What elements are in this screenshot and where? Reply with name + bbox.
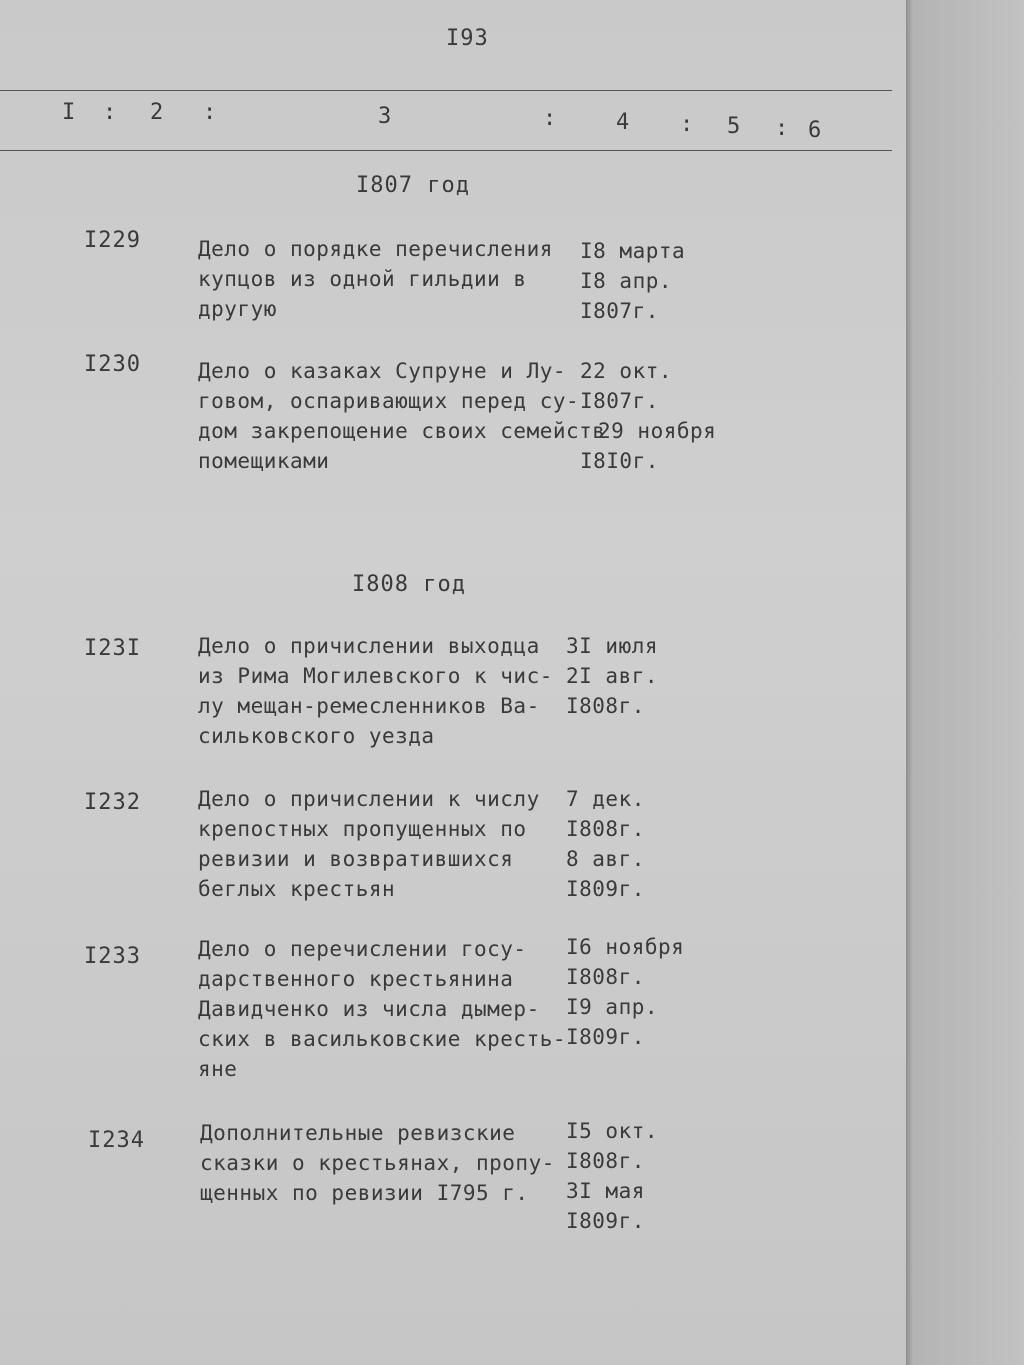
entry-dates [580,236,685,326]
column-header-5: 5 [727,114,741,139]
date-line: I8 апр. [580,269,673,293]
column-separator: : [543,106,557,131]
description-line: Дело о причислении к числу [198,787,540,811]
date-line: 22 окт. [580,359,673,383]
description-line: купцов из одной гильдии в [198,267,527,291]
column-header-6: 6 [808,118,822,143]
column-separator: : [775,116,789,141]
date-line: I809г. [566,877,645,901]
entry-number: I232 [84,790,141,815]
date-line: I8I0г. [580,449,659,473]
entry-number: I230 [84,352,141,377]
year-heading: I808 год [352,572,466,597]
date-line: I808г. [566,1149,645,1173]
description-line: лу мещан-ремесленников Ва- [198,694,540,718]
description-line: сказки о крестьянах, пропу- [200,1151,555,1175]
header-rule-top [0,90,892,91]
entry-description [198,234,553,324]
date-line: 2I авг. [566,664,659,688]
entry-description [198,934,566,1084]
entry-dates [566,1116,658,1236]
description-line: Дело о причислении выходца [198,634,540,658]
entry-dates [566,784,645,904]
entry-dates [566,932,684,1052]
description-line: Дополнительные ревизские [200,1121,516,1145]
description-line: сильковского уезда [198,724,435,748]
page-edge-shadow [906,0,1024,1365]
entry-dates [580,356,716,476]
date-line: 3I июля [566,634,659,658]
description-line: крепостных пропущенных по [198,817,527,841]
page-number: I93 [446,26,489,51]
entry-number: I23I [84,636,141,661]
date-line: 8 авг. [566,847,645,871]
description-line: Дело о перечислении госу- [198,937,527,961]
description-line: щенных по ревизии I795 г. [200,1181,529,1205]
description-line: Дело о порядке перечисления [198,237,553,261]
description-line: дарственного крестьянина [198,967,514,991]
date-line: I807г. [580,299,659,323]
description-line: помещиками [198,449,330,473]
entry-description [198,631,553,751]
date-line: I5 окт. [566,1119,659,1143]
column-separator: : [103,100,117,125]
date-line: I809г. [566,1025,645,1049]
column-header-3: 3 [378,104,392,129]
description-line: Давидченко из числа дымер- [198,997,540,1021]
date-line: 7 дек. [566,787,645,811]
column-header-4: 4 [616,110,630,135]
description-line: Дело о казаках Супруне и Лу- [198,359,567,383]
header-rule-bottom [0,150,892,151]
column-header-1: I [62,100,76,125]
date-line: I9 апр. [566,995,659,1019]
column-header-2: 2 [150,100,164,125]
description-line: другую [198,297,277,321]
date-line: I807г. [580,389,659,413]
column-separator: : [203,100,217,125]
date-line: I808г. [566,965,645,989]
date-line: 29 ноября [598,419,717,443]
description-line: беглых крестьян [198,877,396,901]
date-line: I808г. [566,694,645,718]
description-line: говом, оспаривающих перед су- [198,389,580,413]
entry-description [198,356,605,476]
description-line: дом закрепощение своих семейств [198,419,606,443]
date-line: 3I мая [566,1179,645,1203]
date-line: I6 ноября [566,935,685,959]
column-separator: : [680,112,694,137]
description-line: яне [198,1057,238,1081]
description-line: ских в васильковские кресть- [198,1027,567,1051]
description-line: из Рима Могилевского к чис- [198,664,553,688]
entry-description [200,1118,555,1208]
description-line: ревизии и возвратившихся [198,847,514,871]
entry-number: I234 [88,1128,145,1153]
date-line: I8 марта [580,239,686,263]
entry-dates [566,631,658,721]
date-line: I809г. [566,1209,645,1233]
year-heading: I807 год [356,173,470,198]
entry-number: I229 [84,228,141,253]
entry-number: I233 [84,944,141,969]
date-line: I808г. [566,817,645,841]
entry-description [198,784,540,904]
